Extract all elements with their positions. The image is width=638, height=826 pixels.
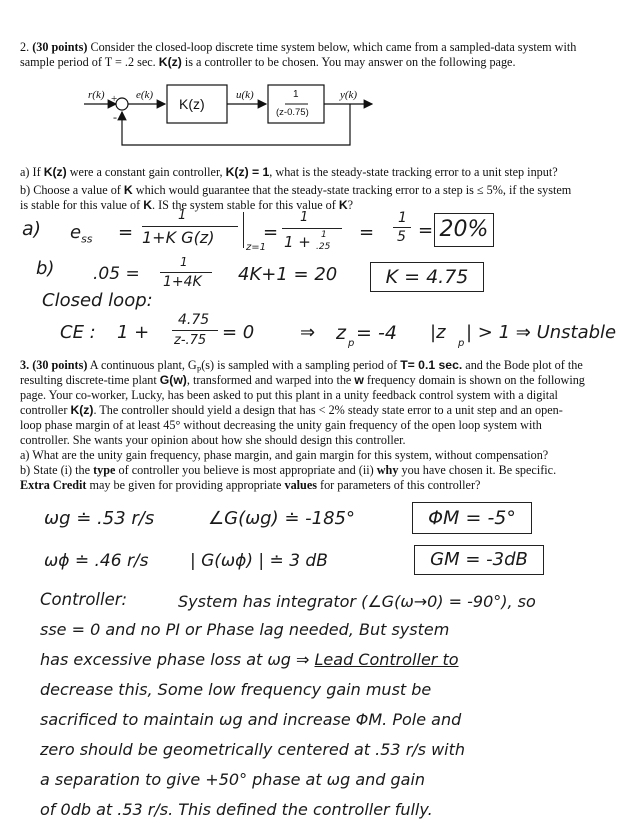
hw-frac-bar-4 bbox=[160, 272, 212, 273]
hw3-wphi: ωϕ ≐ .46 r/s bbox=[44, 551, 149, 571]
hw-ce-val: = -4 bbox=[356, 322, 397, 344]
plant-denominator: (z-0.75) bbox=[276, 107, 309, 118]
p3-l1a: A continuous plant, G bbox=[87, 358, 197, 372]
diagram-y-label: y(k) bbox=[340, 89, 358, 101]
hw3-phase: ∠G(ωg) ≐ -185° bbox=[208, 508, 356, 529]
problem-number: 2. bbox=[20, 40, 30, 54]
diagram-controller-label: K(z) bbox=[179, 96, 205, 112]
problem3-line4 bbox=[20, 403, 563, 418]
hw3-line8: of 0db at .53 r/s. This defined the controller fully. bbox=[40, 800, 433, 819]
qa-kz: K(z) bbox=[43, 165, 67, 179]
p3-ec1: Extra Credit bbox=[20, 478, 87, 492]
p3-l2c: , transformed and warped into the bbox=[186, 373, 355, 387]
qb-text-4: . IS the system stable for this value of bbox=[152, 198, 339, 212]
hw-a-label: a) bbox=[22, 218, 42, 240]
hw-ce-den: z-.75 bbox=[174, 333, 207, 348]
hw-frac-bar-2 bbox=[282, 228, 342, 229]
hw-a-answer-box: 20% bbox=[434, 213, 494, 247]
p3-qb-why: why bbox=[376, 463, 399, 477]
p3-ec2: may be given for providing appropriate bbox=[86, 478, 285, 492]
hw-b-label: b) bbox=[36, 258, 55, 279]
hw3-line4: decrease this, Some low frequency gain must be bbox=[40, 680, 432, 699]
hw-ess bbox=[70, 222, 93, 246]
p3-l1b: (s) is sampled with a sampling period of bbox=[201, 358, 401, 372]
hw-ce-pole: z bbox=[336, 322, 346, 344]
qa-text-4: , what is the steady-state tracking error to a unit step input? bbox=[269, 165, 558, 179]
problem-intro-2b: is a controller to be chosen. You may answer on the following page. bbox=[181, 55, 516, 69]
hw3-gain: | G(ωϕ) | ≐ 3 dB bbox=[190, 551, 328, 571]
hw3-line5: sacrificed to maintain ωg and increase ΦM. Pole and bbox=[40, 710, 462, 729]
hw3-line3a: has excessive phase loss at ωg ⇒ bbox=[40, 650, 310, 669]
problem3-line5: loop phase margin of at least 45° without decreasing the unity gain frequency of the open loop system with bbox=[20, 418, 542, 432]
diagram-r-label: r(k) bbox=[88, 89, 105, 101]
p3-qb3: you have chosen it. Be specific. bbox=[398, 463, 557, 477]
problem3-extra-credit bbox=[20, 478, 480, 493]
diagram-plus: + bbox=[111, 93, 118, 105]
plant-numerator: 1 bbox=[293, 89, 299, 100]
qb-text-1: b) Choose a value of bbox=[20, 183, 124, 197]
hw-b-num: 1 bbox=[180, 255, 188, 269]
hw-eq3: = bbox=[359, 222, 375, 243]
summing-junction bbox=[116, 98, 128, 110]
qb-k: K bbox=[123, 183, 133, 197]
p3-qb1: b) State (i) the bbox=[20, 463, 94, 477]
hw-frac-bar-1 bbox=[142, 226, 238, 227]
p3-l1sub: P bbox=[196, 365, 202, 375]
hw-ce-mag: |z bbox=[430, 322, 446, 343]
qb-text-2: which would guarantee that the steady-state tracking error to a step is ≤ 5%, if the system bbox=[132, 183, 572, 197]
diagram-u-label: u(k) bbox=[236, 89, 254, 101]
hw-den3: 5 bbox=[397, 229, 406, 245]
qa-kz1: K(z) = 1 bbox=[225, 165, 270, 179]
hw-frac-den: .25 bbox=[316, 242, 331, 252]
hw3-line3b: Lead Controller to bbox=[314, 650, 459, 669]
p3-l4b: K(z) bbox=[70, 403, 94, 417]
hw-a-den2: 1 + bbox=[284, 233, 311, 251]
hw-ss: ss bbox=[81, 232, 93, 246]
diagram-e-label: e(k) bbox=[136, 89, 154, 101]
hw-ce-p: p bbox=[348, 338, 355, 349]
hw3-line3 bbox=[40, 650, 459, 669]
hw-b-mid: 4K+1 = 20 bbox=[238, 264, 338, 285]
p3-number: 3. bbox=[20, 358, 30, 372]
p3-l1d: and the Bode plot of the bbox=[462, 358, 583, 372]
hw-e: e bbox=[70, 222, 82, 243]
problem3-line2 bbox=[20, 373, 585, 388]
qa-text-2: were a constant gain controller, bbox=[66, 165, 226, 179]
diagram-minus: - bbox=[113, 110, 117, 124]
p3-points: (30 points) bbox=[32, 358, 88, 372]
p3-l4c: . The controller should yield a design that has < 2% steady state error to a unit step and an open- bbox=[93, 403, 563, 417]
p3-l2a: resulting discrete-time plant bbox=[20, 373, 160, 387]
hw3-line7: a separation to give +50° phase at ωg and gain bbox=[40, 770, 426, 789]
hw-a-den: 1+K G(z) bbox=[142, 228, 215, 247]
hw3-line1: System has integrator (∠G(ω→0) = -90°), so bbox=[178, 592, 536, 611]
hw-b-den: 1+4K bbox=[163, 274, 202, 290]
hw-ce-zero: = 0 bbox=[222, 322, 255, 343]
hw-eval-bar bbox=[243, 212, 244, 248]
qb-text-3: is stable for this value of bbox=[20, 198, 144, 212]
hw-a-num: 1 bbox=[178, 208, 187, 223]
problem3-line6: controller. She wants your opinion about how she should design this controller. bbox=[20, 433, 406, 447]
hw-frac-num: 1 bbox=[321, 230, 327, 240]
hw3-controller-label: Controller: bbox=[40, 590, 128, 609]
hw-ce-num: 4.75 bbox=[178, 312, 210, 328]
hw-num3: 1 bbox=[398, 210, 407, 226]
problem3-line3: page. Your co-worker, Lucky, has been asked to put this plant in a unity feedback control system with a digital bbox=[20, 388, 558, 402]
hw-frac-bar-5 bbox=[172, 330, 218, 331]
p3-qb-type: type bbox=[93, 463, 116, 477]
p3-ec3: values bbox=[284, 478, 317, 492]
problem-intro: Consider the closed-loop discrete time system below, which came from a sampled-data system with bbox=[87, 40, 577, 54]
p3-l4a: controller bbox=[20, 403, 71, 417]
hw-frac-bar-3 bbox=[393, 227, 411, 228]
hw-ce: CE : bbox=[60, 322, 96, 343]
kz-bold: K(z) bbox=[158, 55, 182, 69]
hw-ce-arrow: ⇒ bbox=[300, 322, 316, 343]
hw3-pm-box: ΦM = -5° bbox=[412, 502, 532, 534]
hw-eq4: = bbox=[418, 220, 434, 241]
hw-ce-one: 1 + bbox=[117, 322, 150, 343]
problem2-qb-line1 bbox=[20, 183, 571, 198]
hw-b-lhs: .05 = bbox=[93, 264, 140, 284]
hw-eq1: = bbox=[118, 222, 134, 243]
p3-qb2: of controller you believe is most appropriate and (ii) bbox=[115, 463, 377, 477]
hw-eq2: = bbox=[263, 222, 279, 243]
qb-text-5: ? bbox=[347, 198, 354, 212]
p3-l2b: G(w) bbox=[159, 373, 187, 387]
hw-ce-unstable: | > 1 ⇒ Unstable bbox=[466, 322, 617, 343]
block-diagram bbox=[0, 0, 638, 170]
hw-closed-loop: Closed loop: bbox=[42, 290, 153, 311]
problem2-qa bbox=[20, 165, 558, 180]
hw-eval: z=1 bbox=[246, 242, 266, 253]
hw3-line2: sse = 0 and no PI or Phase lag needed, But system bbox=[40, 620, 450, 639]
hw3-wg: ωg ≐ .53 r/s bbox=[44, 508, 155, 529]
hw3-gm-box: GM = -3dB bbox=[414, 545, 544, 575]
qb-k-3: K bbox=[338, 198, 348, 212]
hw3-line6: zero should be geometrically centered at .53 r/s with bbox=[40, 740, 466, 759]
p3-l1c: T= 0.1 sec. bbox=[400, 358, 463, 372]
p3-ec4: for parameters of this controller? bbox=[316, 478, 481, 492]
problem-intro-2a: sample period of T = .2 sec. bbox=[20, 55, 159, 69]
p3-l2e: frequency domain is shown on the following bbox=[363, 373, 585, 387]
qb-k-2: K bbox=[143, 198, 153, 212]
hw-a-num2: 1 bbox=[300, 210, 309, 225]
problem3-qb bbox=[20, 463, 556, 478]
qa-text-1: a) If bbox=[20, 165, 44, 179]
p3-l2d: w bbox=[354, 373, 364, 387]
hw-ce-p2: p bbox=[458, 338, 465, 349]
problem3-qa: a) What are the unity gain frequency, phase margin, and gain margin for this system, without compensation? bbox=[20, 448, 549, 462]
hw-b-answer-box: K = 4.75 bbox=[370, 262, 484, 292]
problem-points: (30 points) bbox=[32, 40, 88, 54]
